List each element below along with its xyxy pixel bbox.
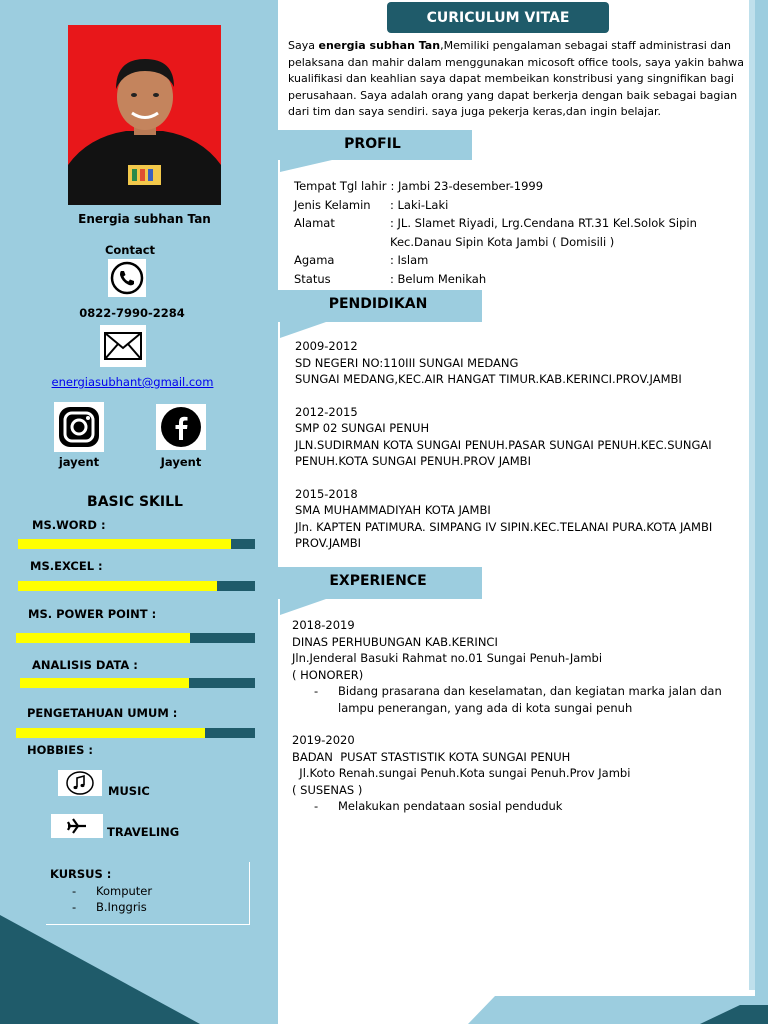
profile-photo [68,25,221,205]
kursus-dash: - [72,900,77,914]
facebook-icon[interactable] [156,404,206,450]
hobbies-title: HOBBIES : [27,743,93,757]
phone-number: 0822-7990-2284 [79,306,185,320]
education-entry [295,338,750,388]
summary-name: energia subhan Tan [318,39,441,52]
airplane-icon [51,814,103,838]
profil-row [294,177,749,196]
skill-bar-fill [16,633,190,643]
person-name: Energia subhan Tan [78,212,211,226]
instagram-handle: jayent [58,455,100,469]
kursus-item: Komputer [96,884,153,898]
experience-bullet [292,798,750,815]
skill-label: MS. POWER POINT : [28,607,157,621]
bullet-dash: - [314,799,319,813]
experience-entry [292,617,750,716]
education-line: JLN.SUDIRMAN KOTA SUNGAI PENUH.PASAR SUNGAI PENUH.KEC.SUNGAI [295,437,712,452]
profil-key [294,233,390,252]
summary-text: ,Memiliki pengalaman sebagai staff administrasi dan pelaksana dan mahir dalam menggunakan micosoft office tools, saya yakin bahwa kualifikasi dan keahlian saya dapat membeikan konstribusi yang singnifikan bagi perusahaan. Saya adalah orang yang dapat berkerja dengan baik sebagai bagian dari tim dan saya sendiri. saya juga pekerja keras,dan ingin belajar. [288,39,745,118]
skill-label: MS.EXCEL : [30,559,103,573]
education-line: PROV.JAMBI [295,536,362,550]
skill-bar-fill [18,581,217,591]
profil-value: : Jambi 23-desember-1999 [390,179,544,193]
instagram-icon[interactable] [54,402,104,452]
bullet-line: Melakukan pendataan sosial penduduk [338,799,563,813]
profil-row [294,196,749,215]
experience-role: ( HONORER) [292,667,364,682]
pendidikan-list [295,338,750,552]
phone-icon [108,259,146,297]
profil-key: Agama [294,253,335,267]
summary-prefix: Saya [288,39,319,52]
hobby-traveling: TRAVELING [107,825,180,839]
contact-label: Contact [104,243,156,257]
education-entry [295,404,750,470]
education-line: SD NEGERI NO:110III SUNGAI MEDANG [295,355,519,370]
bullet-line: Bidang prasarana dan keselamatan, dan kegiatan marka jalan dan [338,684,722,698]
profil-row [294,251,749,270]
experience-org: BADAN PUSAT STASTISTIK KOTA SUNGAI PENUH [292,749,571,764]
profil-row [294,270,749,289]
skill-bar-fill [20,678,189,688]
experience-title: EXPERIENCE [329,573,427,589]
experience-org: DINAS PERHUBUNGAN KAB.KERINCI [292,634,498,649]
skill-bar-track [18,581,255,591]
hobby-music: MUSIC [108,784,150,798]
email-icon [100,325,146,367]
profil-details [294,177,749,288]
profil-value: : JL. Slamet Riyadi, Lrg.Cendana RT.31 Kel.Solok Sipin [390,216,697,230]
experience-list [292,617,750,815]
email-link[interactable]: energiasubhant@gmail.com [51,375,214,389]
summary-paragraph [288,38,746,121]
music-icon [58,770,102,796]
profil-row [294,233,749,252]
education-year: 2009-2012 [295,339,358,353]
profil-row [294,214,749,233]
education-line: SMA MUHAMMADIYAH KOTA JAMBI [295,503,491,517]
experience-bullet [292,683,750,716]
profil-key: Alamat [294,216,335,230]
skill-bar-fill [18,539,231,549]
education-line: Jln. KAPTEN PATIMURA. SIMPANG IV SIPIN.KEC.TELANAI PURA.KOTA JAMBI [295,519,713,534]
education-entry [295,486,750,552]
profil-value: : Islam [390,253,429,267]
profil-key: Jenis Kelamin [294,197,371,212]
bullet-line: lampu penerangan, yang ada di kota sungai penuh [338,700,633,715]
education-line: SUNGAI MEDANG,KEC.AIR HANGAT TIMUR.KAB.KERINCI.PROV.JAMBI [295,372,682,386]
profil-value: Kec.Danau Sipin Kota Jambi ( Domisili ) [390,234,615,249]
experience-role: ( SUSENAS ) [292,782,363,797]
skill-bar-track [16,633,255,643]
education-line: PENUH.KOTA SUNGAI PENUH.PROV JAMBI [295,454,531,468]
profil-key: Status [294,271,331,286]
basic-skill-title: BASIC SKILL [87,494,183,510]
education-year: 2015-2018 [295,486,358,501]
right-edge-background [755,0,768,1024]
cv-title: CURICULUM VITAE [387,2,609,33]
profil-value: : Belum Menikah [390,271,487,286]
profil-title: PROFIL [344,136,401,152]
experience-address: Jl.Koto Renah.sungai Penuh.Kota sungai Penuh.Prov Jambi [292,766,631,780]
skill-label: MS.WORD : [32,518,106,532]
experience-address: Jln.Jenderal Basuki Rahmat no.01 Sungai Penuh-Jambi [292,651,603,665]
education-year: 2012-2015 [295,404,358,419]
profil-value: : Laki-Laki [390,197,449,212]
bullet-dash: - [314,684,319,698]
profil-key: Tempat Tgl lahir [294,179,387,193]
skill-bar-track [20,678,255,688]
skill-bar-fill [16,728,205,738]
kursus-dash: - [72,884,77,898]
skill-label: PENGETAHUAN UMUM : [27,706,178,720]
education-line: SMP 02 SUNGAI PENUH [295,421,430,435]
experience-entry [292,732,750,815]
skill-bar-track [16,728,255,738]
skill-label: ANALISIS DATA : [32,658,138,672]
pendidikan-title: PENDIDIKAN [328,296,428,312]
experience-year: 2018-2019 [292,618,355,632]
skill-bar-track [18,539,255,549]
kursus-title: KURSUS : [50,867,112,881]
facebook-handle: Jayent [160,455,202,469]
kursus-item: B.Inggris [96,900,147,914]
experience-year: 2019-2020 [292,733,355,747]
